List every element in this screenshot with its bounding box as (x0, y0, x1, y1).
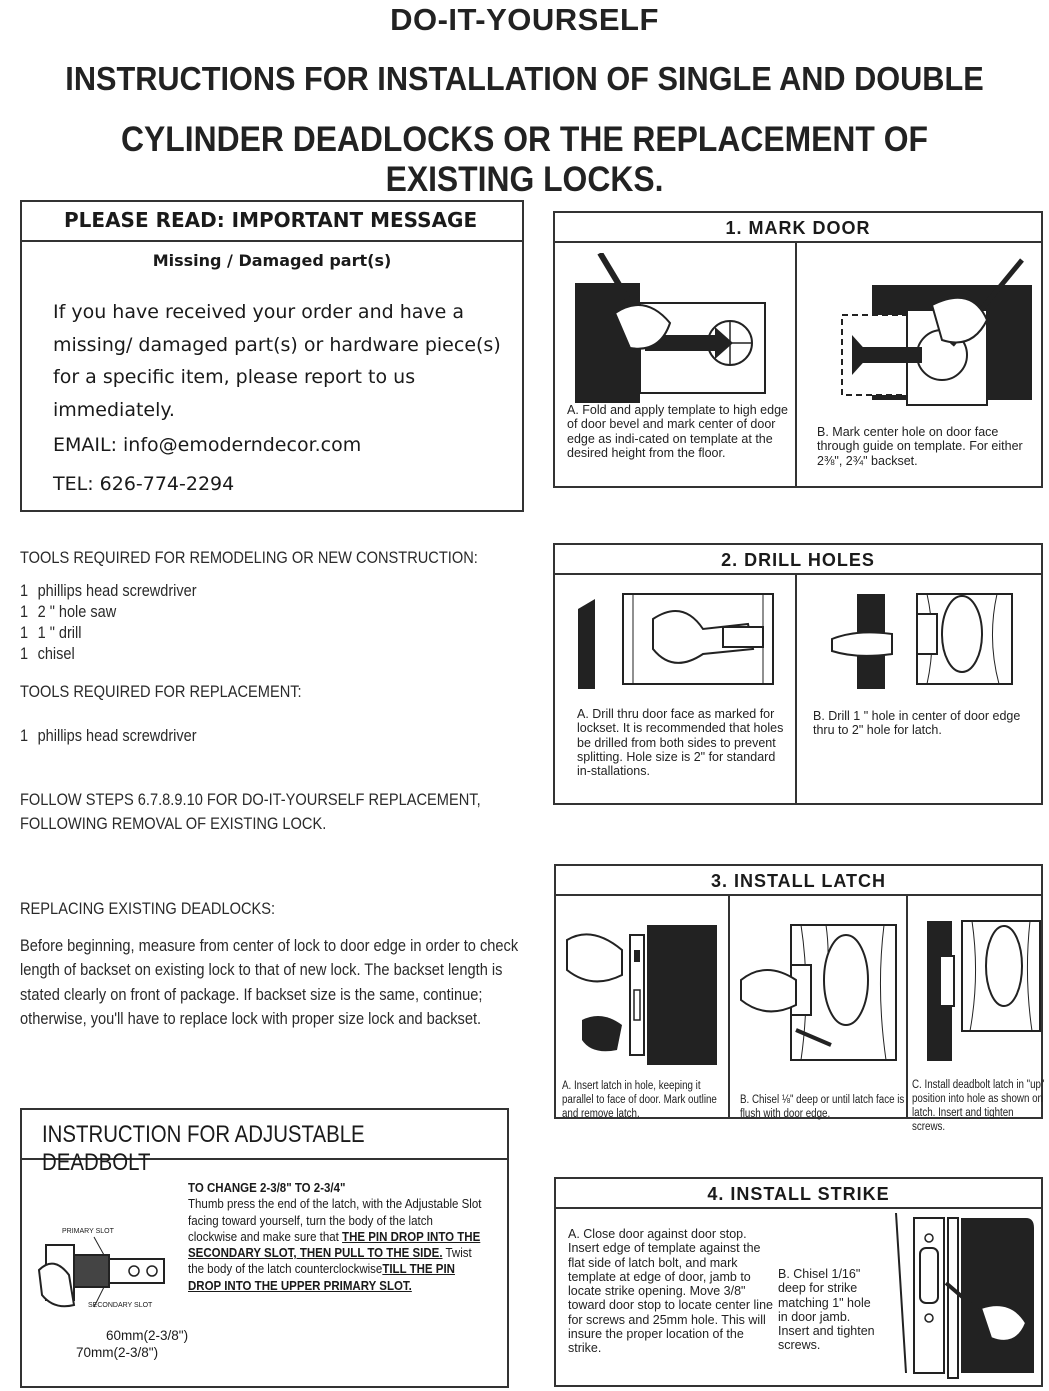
step-3c-caption: C. Install deadbolt latch in "up" position into hole as shown on latch. Insert and tighten screws. (912, 1079, 1045, 1133)
title-line-3: CYLINDER DEADLOCKS OR THE REPLACEMENT OF EXISTING LOCKS. (121, 120, 928, 199)
adjustable-instructions: TO CHANGE 2-3/8" TO 2-3/4" Thumb press the end of the latch, with the Adjustable Slot facing toward yourself, turn the body of the latch clockwise and make sure that THE PIN DROP INTO THE SECONDARY SLOT, THEN PULL TO THE SIDE. Twist the body of the latch counterclockwiseTILL THE PIN DROP INTO THE UPPER PRIMARY SLOT. (188, 1181, 482, 1293)
step-3a-caption: A. Insert latch in hole, keeping it parallel to face of door. Mark outline and remove latch. (562, 1080, 717, 1120)
change-title: TO CHANGE 2-3/8" TO 2-3/4" (188, 1181, 346, 1195)
mark-door-edge-illustration (575, 253, 785, 403)
install-strike-illustration (886, 1213, 1036, 1383)
mark-door-face-illustration (812, 255, 1032, 415)
message-phone[interactable]: TEL: 626-774-2294 (53, 473, 235, 495)
adjustable-heading: INSTRUCTION FOR ADJUSTABLE DEADBOLT (22, 1110, 507, 1160)
message-subheading: Missing / Damaged part(s) (152, 251, 392, 270)
step-2-drill-holes-panel (553, 543, 1043, 805)
step-4-install-strike-panel (554, 1177, 1043, 1387)
message-email[interactable]: EMAIL: info@emoderndecor.com (53, 434, 362, 456)
step-1-mark-door-panel (553, 211, 1043, 488)
step-2b-cell (795, 575, 1041, 803)
step-1b-caption: B. Mark center hole on door face through guide on template. For either 2⅜", 2¾" backset. (817, 425, 1023, 468)
step-3-install-latch-panel (554, 864, 1045, 1133)
step-4b-caption: B. Chisel 1/16" deep for strike matching 1" hole in door jamb. Insert and tighten screws. (778, 1267, 875, 1353)
step-2a-caption: A. Drill thru door face as marked for lockset. It is recommended that holes be drilled from both sides to prevent splitting. Hole size is 2" for standard in-stallations. (577, 707, 784, 779)
step-2a-cell (555, 575, 795, 803)
step-4a-caption: A. Close door against door stop. Insert edge of template against the flat side of latch bolt, and mark template at edge of door, jamb to locate strike opening. Move 3/8" toward door stop to locate center line for screws and 25mm hole. This will insure the proper location of the strike. (568, 1227, 773, 1356)
adjustable-deadbolt-box (20, 1108, 509, 1388)
step-3c-cell (906, 896, 1045, 1133)
step-2b-caption: B. Drill 1 " hole in center of door edge thru to 2" hole for latch. (813, 709, 1021, 738)
step-1a-caption: A. Fold and apply template to high edge of door bevel and mark center of door edge as indi-cated on template at the desired height from the floor. (567, 403, 788, 460)
replacing-heading: REPLACING EXISTING DEADLOCKS: (20, 899, 276, 918)
step-1a-cell (555, 243, 795, 486)
message-body: If you have received your order and have a missing/ damaged part(s) or hardware piece(s) for a specific item, please report to us immediately. (53, 301, 501, 421)
step-2-title: 2. DRILL HOLES (555, 545, 1041, 575)
title-line-2: INSTRUCTIONS FOR INSTALLATION OF SINGLE AND DOUBLE (65, 60, 984, 97)
title-line-1: DO-IT-YOURSELF (390, 2, 659, 37)
install-deadbolt-latch-illustration (912, 916, 1042, 1066)
tool-item: 1 2 " hole saw (20, 603, 117, 621)
step-3a-cell (556, 896, 728, 1120)
step-3-title: 3. INSTALL LATCH (556, 866, 1041, 896)
tool-item: 1 phillips head screwdriver (20, 582, 197, 600)
tool-item: 1 1 " drill (20, 624, 82, 642)
step-1b-cell (795, 243, 1041, 486)
follow-steps-note: FOLLOW STEPS 6.7.8.9.10 FOR DO-IT-YOURSELF REPLACEMENT, FOLLOWING REMOVAL OF EXISTING LOCK. (20, 790, 481, 834)
size-70mm-label: 70mm(2-3/8") (76, 1345, 159, 1360)
tools-replace-heading: TOOLS REQUIRED FOR REPLACEMENT: (20, 682, 302, 701)
primary-slot-label: PRIMARY SLOT (62, 1228, 114, 1235)
important-message-box (20, 200, 524, 512)
message-heading: PLEASE READ: IMPORTANT MESSAGE (22, 202, 522, 242)
step-1-title: 1. MARK DOOR (555, 213, 1041, 243)
tool-item: 1 phillips head screwdriver (20, 727, 197, 745)
tool-item: 1 chisel (20, 645, 75, 663)
drill-door-face-illustration (573, 589, 783, 699)
step-4-title: 4. INSTALL STRIKE (556, 1179, 1041, 1209)
step-3b-caption: B. Chisel ⅛" deep or until latch face is flush with door edge. (740, 1094, 905, 1120)
chisel-latch-illustration (736, 920, 901, 1070)
secondary-slot-label: SECONDARY SLOT (88, 1302, 153, 1309)
size-60mm-label: 60mm(2-3/8") (106, 1328, 189, 1343)
step-3b-cell (728, 896, 906, 1120)
insert-latch-illustration (562, 920, 722, 1070)
replacing-body: Before beginning, measure from center of lock to door edge in order to check length of backset on existing lock to that of new lock. The backset length is stated clearly on front of package. If backset size is the same, continue; otherwise, you'll have to replace lock with proper size lock and backset. (20, 936, 519, 1028)
drill-door-edge-illustration (827, 589, 1017, 699)
tools-remodel-heading: TOOLS REQUIRED FOR REMODELING OR NEW CONSTRUCTION: (20, 548, 478, 567)
